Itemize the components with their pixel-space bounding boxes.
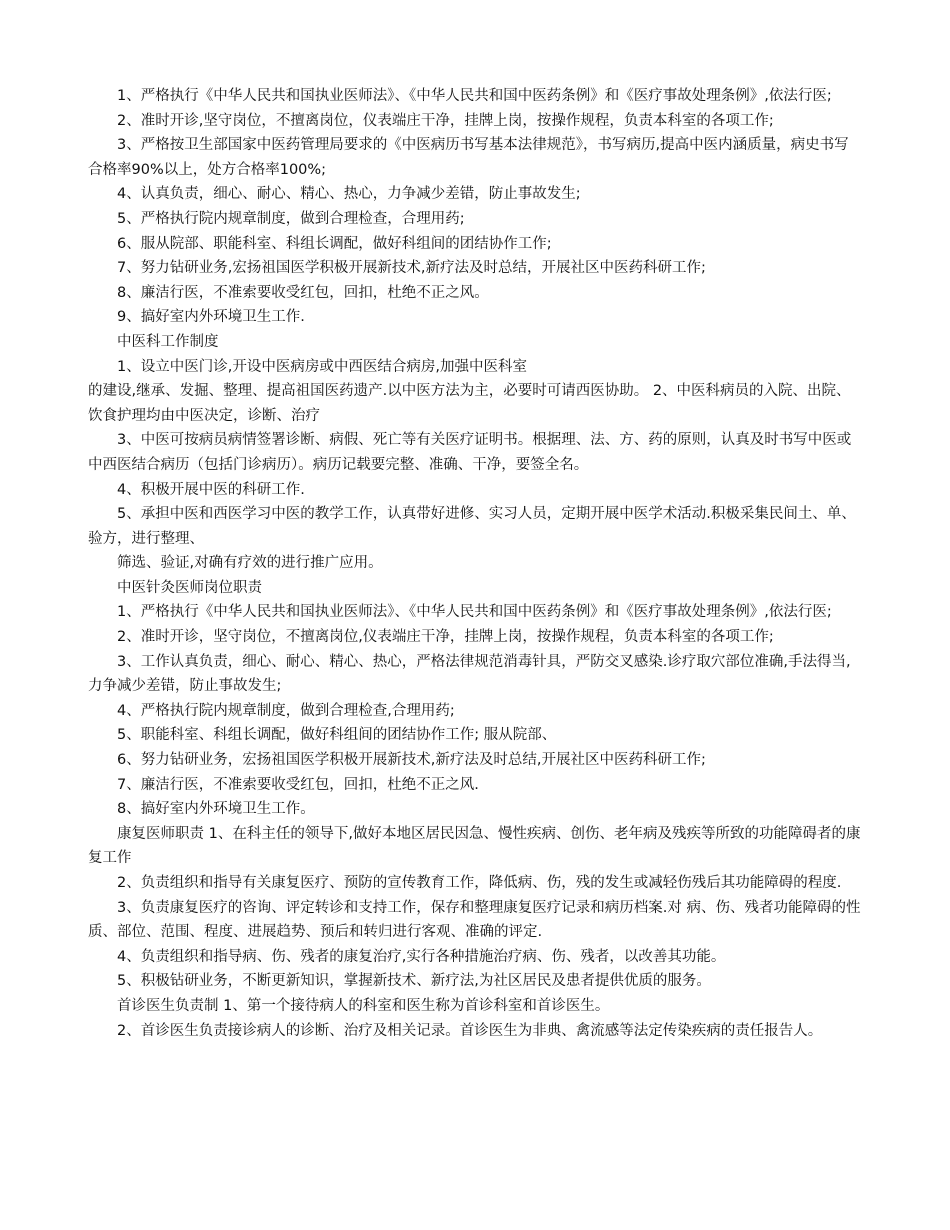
paragraph: 6、努力钻研业务，宏扬祖国医学积极开展新技术,新疗法及时总结,开展社区中医药科研工作; <box>117 752 706 769</box>
section-heading: 中医科工作制度 <box>117 333 219 350</box>
paragraph: 5、职能科室、科组长调配，做好科组间的团结协作工作; 服从院部、 <box>117 727 557 744</box>
paragraph: 1、设立中医门诊,开设中医病房或中西医结合病房,加强中医科室 <box>117 358 527 375</box>
paragraph: 4、负责组织和指导病、伤、残者的康复治疗,实行各种措施治疗病、伤、残者，以改善其功能。 <box>117 948 726 965</box>
paragraph: 2、首诊医生负责接诊病人的诊断、治疗及相关记录。首诊医生为非典、禽流感等法定传染疾病的责任报告人。 <box>117 1022 823 1039</box>
paragraph: 9、搞好室内外环境卫生工作. <box>117 309 305 326</box>
paragraph: 筛选、验证,对确有疗效的进行推广应用。 <box>117 555 383 572</box>
paragraph: 8、搞好室内外环境卫生工作。 <box>117 801 315 818</box>
paragraph: 4、严格执行院内规章制度，做到合理检查,合理用药; <box>117 702 455 719</box>
paragraph: 3、工作认真负责，细心、耐心、精心、热心，严格法律规范消毒针具，严防交叉感染.诊疗取穴部位准确,手法得当,力争减少差错，防止事故发生; <box>88 653 851 695</box>
paragraph: 4、认真负责，细心、耐心、精心、热心，力争减少差错，防止事故发生; <box>117 186 581 203</box>
paragraph: 7、廉洁行医，不准索要收受红包，回扣，杜绝不正之风. <box>117 776 479 793</box>
paragraph: 1、严格执行《中华人民共和国执业医师法》、《中华人民共和国中医药条例》和《医疗事故处理条例》,依法行医; <box>117 88 832 104</box>
paragraph: 8、廉洁行医，不准索要收受红包，回扣，杜绝不正之风。 <box>117 284 489 301</box>
paragraph: 3、中医可按病员病情签署诊断、病假、死亡等有关医疗证明书。根据理、法、方、药的原则，认真及时书写中医或中西医结合病历（包括门诊病历）。病历记载要完整、准确、干净，要签全名。 <box>88 432 852 473</box>
paragraph: 3、负责康复医疗的咨询、评定转诊和支持工作，保存和整理康复医疗记录和病历档案.对 病、伤、残者功能障碍的性质、部位、范围、程度、进展趋势、预后和转归进行客观、准确的评定. <box>88 899 861 941</box>
paragraph: 5、严格执行院内规章制度，做到合理检查，合理用药; <box>117 210 465 227</box>
paragraph: 6、服从院部、职能科室、科组长调配，做好科组间的团结协作工作; <box>117 235 552 252</box>
paragraph: 5、承担中医和西医学习中医的教学工作，认真带好进修、实习人员，定期开展中医学术活动.积极采集民间土、单、验方，进行整理、 <box>88 506 856 547</box>
paragraph: 2、准时开诊,坚守岗位，不擅离岗位，仪表端庄干净，挂牌上岗，按操作规程，负责本科室的各项工作; <box>117 112 774 129</box>
paragraph: 3、严格按卫生部国家中医药管理局要求的《中医病历书写基本法律规范》，书写病历,提高中医内涵质量，病史书写合格率90%以上，处方合格率100%; <box>88 137 849 178</box>
paragraph: 康复医师职责 1、在科主任的领导下,做好本地区居民因急、慢性疾病、创伤、老年病及残疾等所致的功能障碍者的康复工作 <box>88 825 861 867</box>
paragraph: 首诊医生负责制 1、第一个接待病人的科室和医生称为首诊科室和首诊医生。 <box>117 997 610 1014</box>
paragraph: 4、积极开展中医的科研工作. <box>117 481 305 498</box>
paragraph: 2、准时开诊，坚守岗位，不擅离岗位,仪表端庄干净，挂牌上岗，按操作规程，负责本科室的各项工作; <box>117 629 774 646</box>
paragraph: 2、负责组织和指导有关康复医疗、预防的宣传教育工作，降低病、伤，残的发生或减轻伤残后其功能障碍的程度. <box>117 875 842 891</box>
paragraph: 7、努力钻研业务,宏扬祖国医学积极开展新技术,新疗法及时总结，开展社区中医药科研工作; <box>117 260 706 277</box>
paragraph: 1、严格执行《中华人民共和国执业医师法》、《中华人民共和国中医药条例》和《医疗事故处理条例》,依法行医; <box>117 604 832 621</box>
paragraph: 5、积极钻研业务，不断更新知识，掌握新技术、新疗法,为社区居民及患者提供优质的服务。 <box>117 973 711 990</box>
section-heading: 中医针灸医师岗位职责 <box>117 579 262 596</box>
paragraph: 的建设,继承、发掘、整理、提高祖国医药遗产.以中医方法为主，必要时可请西医协助。 2、中医科病员的入院、出院、饮食护理均由中医决定，诊断、治疗 <box>88 383 851 424</box>
